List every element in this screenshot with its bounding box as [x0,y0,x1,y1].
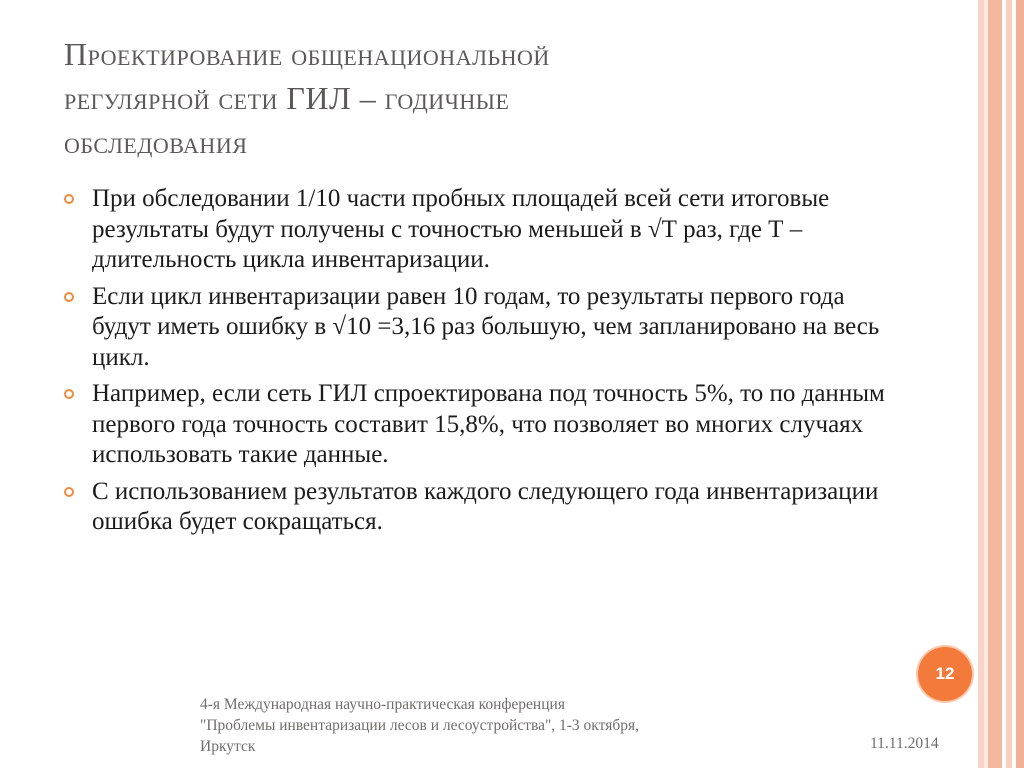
bullet-text: При обследовании 1/10 части пробных площадей всей сети итоговые результаты будут получены с точностью меньшей в √Т раз, где Т – длительность цикла инвентаризации. [92,185,830,273]
bullet-item [64,184,894,276]
slide-title [64,32,924,164]
bullet-circle-icon [64,194,74,204]
bullet-item [64,477,894,538]
footer-line: Иркутск [200,738,256,755]
footer-conference [200,694,800,757]
footer-line: 4-я Международная научно-практическая конференция [200,696,565,713]
slide-title-line: регулярной сети ГИЛ – годичные [64,80,510,116]
bullet-circle-icon [64,389,74,399]
bullet-list [64,184,894,544]
bullet-item [64,282,894,374]
bullet-circle-icon [64,487,74,497]
bullet-circle-icon [64,292,74,302]
slide-title-line: обследования [64,124,248,160]
bullet-text: С использованием результатов каждого следующего года инвентаризации ошибка будет сокращаться. [92,477,879,535]
slide-title-line: Проектирование общенациональной [64,36,550,72]
footer-date: 11.11.2014 [870,735,939,752]
page-number-badge: 12 [918,647,972,701]
decorative-stripe [1006,0,1012,768]
bullet-item [64,379,894,471]
footer-line: "Проблемы инвентаризации лесов и лесоустройства", 1-3 октября, [200,717,639,734]
decorative-stripe [1016,0,1024,768]
bullet-text: Если цикл инвентаризации равен 10 годам, то результаты первого года будут иметь ошибку в √10 =3,16 раз большую, чем запланировано на весь цикл. [92,282,880,371]
bullet-text: Например, если сеть ГИЛ спроектирована под точность 5%, то по данным первого года точность составит 15,8%, что позволяет во многих случаях использовать такие данные. [92,380,885,468]
decorative-stripe [988,0,1002,768]
